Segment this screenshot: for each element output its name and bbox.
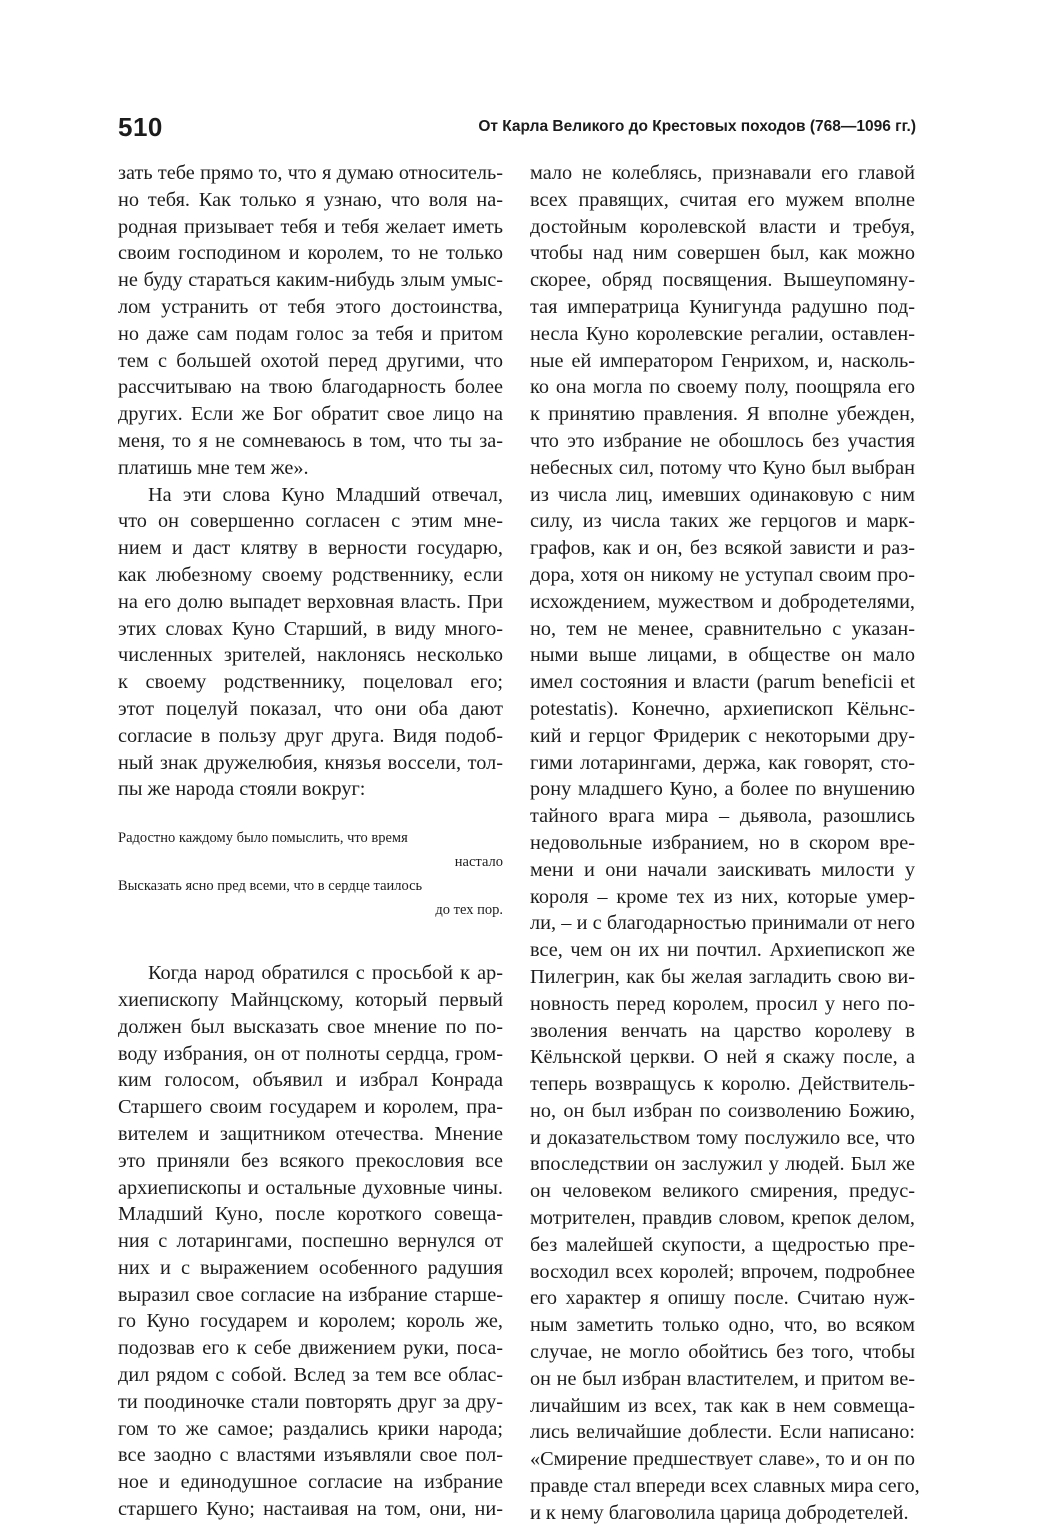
text-line: го Куно государем и королем; король же, [118,1310,503,1333]
text-line: как любезному своему родственнику, если [118,563,503,586]
text-line: этих словах Куно Старший, в виду много- [118,617,503,640]
text-line: он не был избран властителем, и притом ве- [530,1367,915,1390]
text-line: мени и они начали заискивать милости у [530,858,915,881]
text-line: подозвав его к себе движением руки, поса- [118,1337,503,1360]
paragraph-2 [118,482,503,804]
text-line: впоследствии он заслужил у людей. Был же [530,1153,915,1176]
text-line: всех правящих, считая его мужем вполне [530,188,915,211]
text-line: небесных сил, потому что Куно был выбран [530,456,915,479]
text-line: этот поцелуй показал, что они оба дают [118,697,503,720]
text-line: Когда народ обратился с просьбой к ар- [148,962,503,985]
text-line: «Смирение предшествует славе», то и он по [530,1448,915,1471]
text-line: Пилегрин, как бы желая загладить свою ви- [530,965,915,988]
text-line: из числа лиц, имевших одинаковую с ним [530,483,915,506]
text-line: воду избрания, он от полноты сердца, гром- [118,1042,503,1065]
text-line: родная призывает тебя и тебя желает иметь [118,215,503,238]
text-line: На эти слова Куно Младший отвечал, [148,483,503,506]
text-line: вителем и защитником отечества. Мнение [118,1122,503,1145]
text-line: ким голосом, объявил и избрал Конрада [118,1069,503,1092]
text-line: новность перед королем, просил у него по- [530,992,915,1015]
text-line: рону младшего Куно, а более по внушению [530,778,915,801]
text-line: что это избрание не обошлось без участия [530,429,915,452]
text-line: гом то же самое; раздались крики народа; [118,1417,503,1440]
text-line: скорее, обряд посвящения. Вышеупомяну- [530,269,915,292]
text-line: чтобы над ним совершен был, как можно [530,242,915,265]
verse-line: Радостно каждому было помыслить, что время [118,830,408,847]
text-line: должен был высказать свое мнение по по- [118,1015,503,1038]
text-line: тая императрица Кунигунда радушно под- [530,295,915,318]
text-line: к принятию правления. Я вполне убежден, [530,403,915,426]
paragraph-1 [118,160,503,482]
text-line: potestatis). Конечно, архиепископ Кёльнс- [530,697,915,720]
text-line: тайного врага мира – дьявола, разошлись [530,805,915,828]
text-line: старшего Куно; настаивая на том, они, ни- [118,1498,503,1521]
text-line: дил рядом с собой. Вслед за тем все облас- [118,1364,503,1387]
text-line: ное и единодушное согласие на избрание [118,1471,503,1494]
text-line: хиепископу Майнцскому, который первый [118,988,503,1011]
text-line: имел состояния и власти (parum beneficii et [530,671,915,694]
text-line: ными выше лицами, в обществе он мало [530,644,915,667]
text-line: все, чем он их ни почтил. Архиепископ же [530,939,915,962]
text-line: ные ей императором Генрихом, и, насколь- [530,349,915,372]
text-line: тем с большей охотой перед другими, что [118,349,503,372]
text-line: гими лотарингами, держа, как говорят, сто- [530,751,915,774]
text-line: зать тебе прямо то, что я думаю относитель- [118,162,503,184]
right-column [530,160,920,1527]
text-line: мало не колеблясь, признавали его главой [530,162,915,184]
text-line: Кёльнской церкви. О ней я скажу после, а [530,1046,915,1069]
text-line: все заодно с властями изъявляли свое пол- [118,1444,503,1467]
text-line: личайшим из всех, так как в нем совмеща- [530,1394,915,1417]
text-line: ным заметить только одно, что, во всяком [530,1314,915,1337]
text-line: ния с лотарингами, поспешно вернулся от [118,1230,503,1253]
verse-line-continuation: до тех пор. [435,902,503,919]
text-line: графов, как и он, без всякой зависти и раз- [530,537,915,560]
page-number: 510 [118,112,163,142]
text-line: но, он был избран по соизволению Божию, [530,1099,915,1122]
text-line: достойным королевской власти и требуя, [530,215,915,238]
text-line: численных зрителей, наклонясь несколько [118,644,503,667]
text-line: на его долю выпадет верховная власть. При [118,590,503,613]
text-line: но, тем не менее, сравнительно с указан- [530,617,915,640]
text-line: он человеком великого смирения, предус- [530,1180,915,1203]
text-line: короля – кроме тех из них, которые умер- [530,885,915,908]
verse-line: Высказать ясно пред всеми, что в сердце таилось [118,878,423,895]
text-line: случае, не могло обойтись без того, чтобы [530,1341,915,1364]
paragraph-3 [118,960,503,1523]
text-line: кий и герцог Фридерик с некоторыми дру- [530,724,915,747]
text-line: лом устранить от тебя этого достоинства, [118,295,503,318]
text-line: Младший Куно, после короткого совеща- [118,1203,503,1226]
text-line: своим господином и королем, то не только [118,242,503,265]
text-line: других. Если же Бог обратит свое лицо на [118,403,503,426]
text-line: лись величайшие доблести. Если написано: [530,1421,915,1444]
text-line: мотрителен, правдив словом, крепок делом, [530,1207,915,1230]
text-line: это приняли без всякого прекословия все [118,1149,503,1172]
text-line: и к нему благоволила царица добродетелей. [530,1501,909,1524]
text-line: Старшего своим государем и королем, пра- [118,1096,503,1119]
text-line: ный знак дружелюбия, князья воссели, тол- [118,751,503,774]
text-line: не буду стараться каким-нибудь злым умыс- [118,269,503,292]
text-line: силу, из числа таких же герцогов и марк- [530,510,915,533]
text-line: исхождением, мужеством и добродетелями, [530,590,915,613]
text-line: к своему родственнику, поцеловал его; [118,671,503,694]
text-line: платишь мне тем же». [118,456,309,479]
text-line: но даже сам подам голос за тебя и притом [118,322,503,345]
text-line: несла Куно королевские регалии, оставлен- [530,322,915,345]
text-line: рассчитываю на твою благодарность более [118,376,503,399]
text-line: выразил свое согласие на избрание старше- [118,1283,503,1306]
text-line: что он совершенно согласен с этим мне- [118,510,503,533]
paragraph-continued [530,160,920,1527]
text-line: ко она могла по своему полу, поощряла его [530,376,915,399]
text-line: ли, – и с благодарностью принимали от него [530,912,915,935]
left-column [118,160,503,1523]
verse-spacer [118,940,503,960]
text-line: них и с выражением особенного радушия [118,1256,503,1279]
text-line: правде стал впереди всех славных мира сего, [530,1475,920,1498]
text-line: зволения венчать на царство королеву в [530,1019,915,1042]
verse-line-continuation: настало [454,854,503,871]
text-line: теперь возвращусь к королю. Действитель- [530,1073,915,1096]
text-line: но тебя. Как только я узнаю, что воля на- [118,188,503,211]
text-line: согласие в пользу друг друга. Видя подоб- [118,724,503,747]
text-line: пы же народа стояли вокруг: [118,778,366,801]
text-line: нием и даст клятву в верности государю, [118,537,503,560]
text-line: архиепископы и остальные духовные чины. [118,1176,503,1199]
text-line: и доказательством тому послужило все, что [530,1126,915,1149]
text-line: недовольные избранием, но в скором вре- [530,831,915,854]
text-line: его характер я опишу после. Считаю нуж- [530,1287,915,1310]
text-line: ти поодиночке стали повторять друг за дру- [118,1390,503,1413]
text-line: без малейшей скупости, а щедростью пре- [530,1233,915,1256]
running-head: От Карла Великого до Крестовых походов (768—1096 гг.) [478,118,916,135]
verse-quote [118,826,503,922]
text-line: восходил всех королей; впрочем, подробнее [530,1260,915,1283]
text-line: дора, хотя он никому не уступал своим про- [530,563,915,586]
text-line: меня, то я не сомневаюсь в том, что ты за- [118,429,503,452]
